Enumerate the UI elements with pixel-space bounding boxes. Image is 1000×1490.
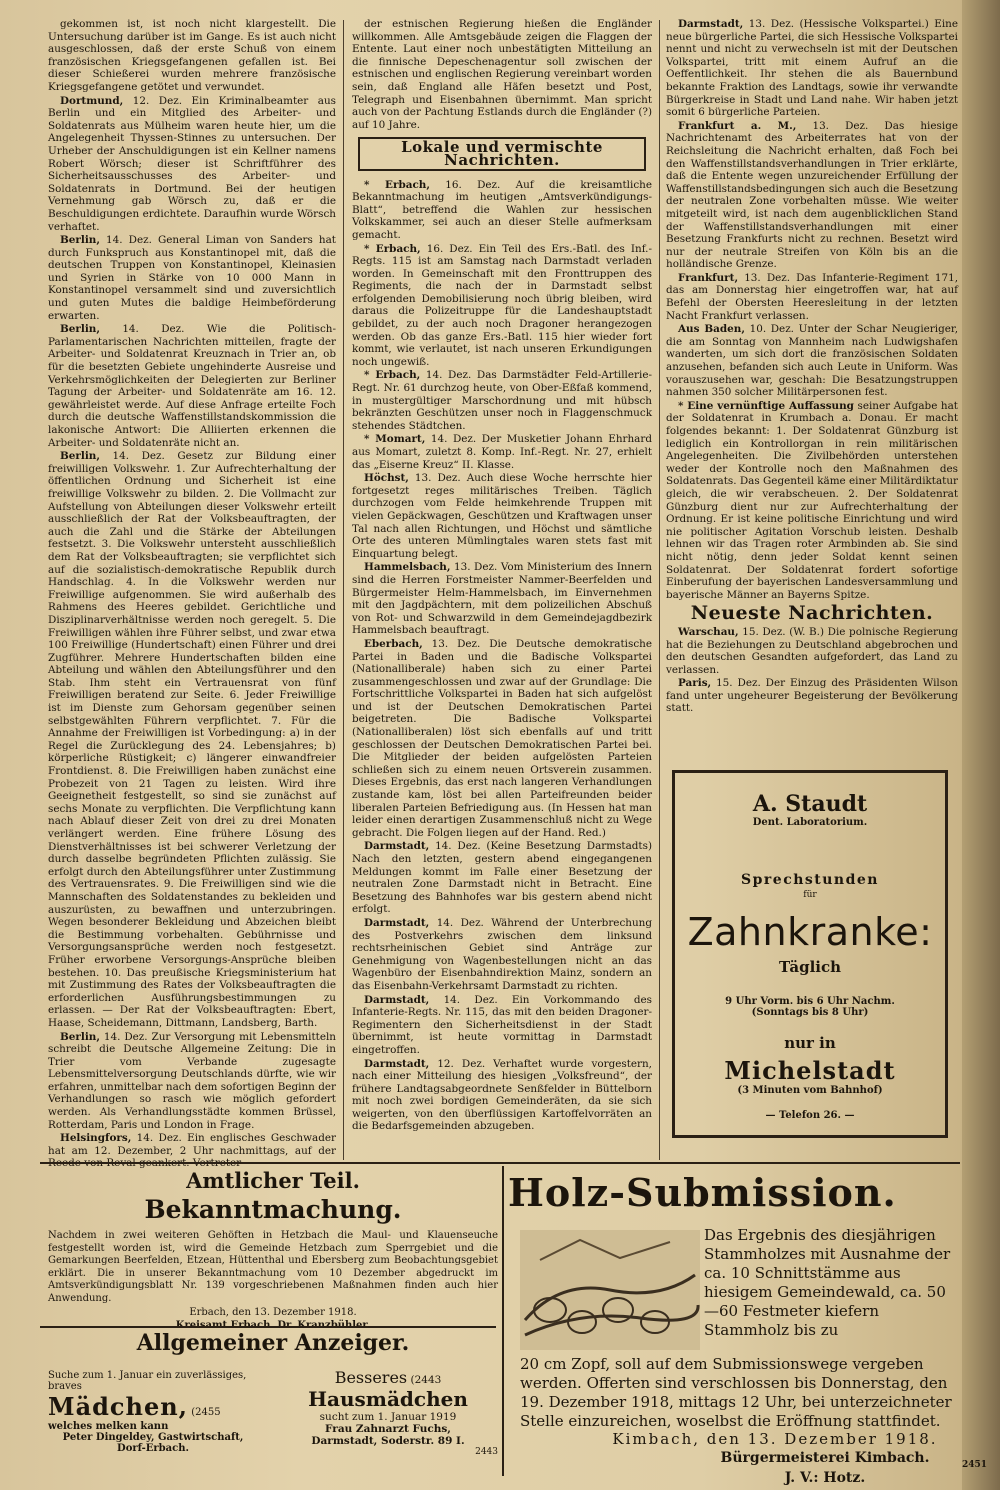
article-dateline: Höchst,: [364, 472, 409, 485]
ad-line: Besseres: [334, 1368, 408, 1387]
article-paragraph: [352, 472, 652, 560]
ad-line: Frau Zahnarzt Fuchs,: [325, 1423, 451, 1435]
article-text: 14. Dez. Ein Vorkommando des Infanterie-Regts. Nr. 115, das mit den beiden Dragoner-Regimentern den Sicherheitsdienst in der Stadt übernimmt, ist heute vormittag in Darmstadt eingetroffen.: [352, 993, 652, 1056]
ad-daily: Täglich: [778, 958, 842, 976]
column-2: [352, 18, 652, 1160]
classified-ad-maid: [48, 1370, 258, 1454]
column-divider: [343, 20, 344, 1160]
edge-number: 2451: [962, 1460, 988, 1470]
ad-headline: Mädchen,: [48, 1392, 189, 1421]
article-dateline: * Eine vernünftige Auffassung: [678, 399, 854, 412]
article-text: 13. Dez. Das Infanterie-Regiment 171, das am Donnerstag hier eingetroffen war, hat auf Befehl der Obersten Heeresleitung in der letzten Nacht Frankfurt verlassen.: [666, 271, 958, 322]
ad-number: (2443: [410, 1374, 442, 1386]
article-paragraph: [48, 95, 336, 234]
article-text: 15. Dez. (W. B.) Die polnische Regierung hat die Beziehungen zu Deutschland abgebrochen und den deutschen Gesandten aufgefordert, das Land zu verlassen.: [666, 625, 958, 676]
dentist-advertisement: [672, 770, 948, 1138]
article-paragraph: [352, 179, 652, 242]
official-notice: [48, 1168, 498, 1324]
ad-headline: Hausmädchen: [308, 1387, 468, 1411]
article-text: 14. Dez. Ein englisches Geschwader hat am 12. Dezember, 2 Uhr nachmittags, auf der: [48, 1132, 336, 1157]
article-dateline: * Erbach,: [364, 369, 421, 382]
ad-headline: Zahnkranke:: [687, 910, 933, 954]
article-paragraph: [666, 400, 958, 602]
column-1: [48, 18, 336, 1160]
article-text: 13. Dez. Auch diese Woche herrschte hier fortgesetzt reges militärisches Treiben. Täglich durchzogen vom Felde heimkehrende Truppen mit vielen Gepäckwagen, Geschützen und Kraftwagen unser Tal nach allen Richtungen, und Höchst und sämtliche Orte des unteren Mümlingtales waren stets fast mit Einquartung belegt.: [352, 472, 652, 560]
article-dateline: Frankfurt a. M.,: [678, 119, 797, 132]
section-heading-lokale: Lokale und vermischte Nachrichten.: [358, 137, 646, 170]
notice-body: Nachdem in zwei weiteren Gehöften in Hetzbach die Maul- und Klauenseuche festgestellt worden ist, wird die Gemeinde Hetzbach zum Sperrgebiet und die Gemarkungen Beerfelden, Etzean, Hüttenthal und Ebersberg zum Beobachtungsgebiet erklärt. Die in unserer Bekanntmachung vom 10 Dezember abgedruckt im Amtsverkündigungsblatt Nr. 139 vorgeschriebenen Maßnahmen finden auch hier Anwendung.: [48, 1230, 498, 1304]
auction-signature: Bürgermeisterei Kimbach.: [720, 1450, 930, 1466]
ad-office-hours-title: Sprechstunden: [741, 872, 879, 888]
article-paragraph: [352, 1058, 652, 1134]
article-text: 16. Dez. Auf die kreisamtliche Bekanntmachung im heutigen „Amtsverkündigungs-Blatt“, betreffend die Wahlen zur hessischen Volkskammer, sei auch an dieser Stelle aufmerksam gemacht.: [352, 178, 652, 241]
article-text: gekommen ist, ist noch nicht klargestellt. Die Untersuchung darüber ist im Gange. Es ist auch nicht ausgeschlossen, daß der erste Schuß von einem französischen Kriegsgefangenen gefallen ist. Bei dieser Schießerei wurden mehrere französische Kriegsgefangene getötet und verwundet.: [48, 18, 336, 93]
ad-number: (2455: [191, 1407, 221, 1418]
article-paragraph: [352, 840, 652, 916]
article-paragraph: [352, 561, 652, 637]
article-paragraph: [352, 638, 652, 840]
horizontal-rule: [40, 1162, 960, 1164]
ad-line: welches melken kann: [48, 1421, 169, 1432]
article-text: 13. Dez. Das hiesige Nachrichtenamt des Arbeiterrates hat von der Reichsleitung die Nachricht erhalten, daß Foch bei den Waffenstillstandsverhandlungen in Trier erklärte, daß die Entente wegen unzureichender Erfüllung der Waffenstillstandsbedingungen sich auch die Besetzung der neutralen Zone vorbehalten müsse. Wie weiter mitgeteilt wird, ist nach dem augenblicklichen Stand der Waffenstillstandsverhandlungen mit einer Besetzung Frankfurts nicht zu rechnen. Besetzt wird nur der neutrale Streifen von Köln bis an die holländische Grenze.: [666, 119, 958, 271]
classified-ad-housemaid: [278, 1368, 498, 1457]
ad-only-in: nur in: [784, 1034, 836, 1052]
ad-name: A. Staudt: [752, 791, 868, 817]
article-dateline: Frankfurt,: [678, 271, 739, 284]
ad-subtitle: Dent. Laboratorium.: [752, 817, 868, 828]
article-text: 14. Dez. Der Musketier Johann Ehrhard aus Momart, zuletzt 8. Komp. Inf.-Regt. Nr. 27, erhielt das „Eiserne Kreuz“ II. Klasse.: [352, 433, 652, 471]
article-dateline: Dortmund,: [60, 94, 124, 107]
article-dateline: Darmstadt,: [364, 1057, 430, 1070]
article-text: 13. Dez. Die Deutsche demokratische Partei in Baden und die Badische Volkspartei (Nationalliberale) haben sich zu einer Partei zusammengeschlossen und zwar auf der Grundlage: Die Fortschrittliche Volkspartei in Baden hat sich aufgelöst und ist der Deutschen Demokratischen Partei beigetreten. Die Badische Volkspartei (Nationalliberalen) löst sich ebenfalls auf und tritt geschlossen der Deutschen Demokratischen Partei bei. Die Mitglieder der beiden aufgelösten Parteien schließen sich zu einem neuen Ortsverein zusammen. Dieses Ergebnis, das erst nach langeren Verhandlungen zustande kam, löst bei allen Parteifreunden beider liberalen Parteien Befriedigung aus. (In Hessen hat man leider einen derartigen Zusammenschluß nicht zu Wege gebracht. Die Folgen liegen auf der Hand. Red.): [352, 637, 652, 839]
column-divider: [502, 1166, 504, 1476]
article-paragraph: [48, 323, 336, 449]
article-dateline: Berlin,: [60, 1030, 100, 1043]
article-paragraph: [666, 272, 958, 322]
article-paragraph: [48, 1132, 336, 1170]
horizontal-rule: [40, 1326, 496, 1328]
ad-line: Dorf-Erbach.: [117, 1443, 189, 1454]
article-paragraph: [352, 369, 652, 432]
article-paragraph: [352, 243, 652, 369]
classified-ads: [48, 1330, 498, 1457]
article-text: 15. Dez. Der Einzug des Präsidenten Wilson fand unter ungeheurer Begeisterung der Bevölkerung statt.: [666, 677, 958, 715]
auction-title: Holz-Submission.: [508, 1170, 897, 1215]
ad-hours: 9 Uhr Vorm. bis 6 Uhr Nachm.: [725, 996, 895, 1007]
log-pile-illustration: [520, 1230, 700, 1350]
article-text: 12. Dez. Ein Kriminalbeamter aus Berlin und ein Mitglied des Arbeiter- und Soldatenrats aus Mülheim waren heute hier, um die Angelegenheit Thyssen-Stinnes zu untersuchen. Der Urheber der Anschuldigungen ist ein Kellner namens Robert Wörsch; dieser ist Schriftführer des Sicherheitsausschusses des Arbeiter- und Soldatenrats in Dortmund. Bei der heutigen Vernehmung gab Wörsch zu, daß er die Beschuldigungen erdichtete. Daraufhin wurde Wörsch verhaftet.: [48, 94, 336, 233]
auction-text: Das Ergebnis des diesjährigen Stammholzes mit Ausnahme der ca. 10 Schnittstämme aus hiesigem Gemeindewald, ca. 50—60 Festmeter kiefern Stammholz bis zu: [704, 1226, 951, 1339]
article-text: 14. Dez. General Liman von Sanders hat durch Funkspruch aus Konstantinopel mit, daß die deutschen Truppen von Konstantinopel, Kleinasien und Syrien in Stärke von 10 000 Mann in Konstantinopel versammelt sind und zuversichtlich und guten Mutes die baldige Heimbeförderung erwarten.: [48, 234, 336, 322]
article-dateline: Berlin,: [60, 450, 100, 463]
article-paragraph: [666, 626, 958, 676]
column-divider: [659, 20, 660, 1160]
article-paragraph: [48, 1031, 336, 1132]
article-dateline: Darmstadt,: [364, 916, 430, 929]
page-edge: [962, 0, 1000, 1490]
article-paragraph: [352, 917, 652, 993]
article-text: 12. Dez. Verhaftet wurde vorgestern, nach einer Mitteilung des hiesigen „Volksfreund“, der frühere Landtagsabgeordnete Senßfelder in Büttelborn mit noch zwei bordigen Gemeinderäten, da sie sich weigerten, von den überflüssigen Kartoffelvorräten an die Bedarfsgemeinden abzugeben.: [352, 1057, 652, 1133]
article-text: 13. Dez. Vom Ministerium des Innern sind die Herren Forstmeister Nammer-Beerfelden und Bürgermeister Helm-Hammelsbach, im Einvernehmen mit den Jagdpächtern, mit dem polizeilichen Abschuß von Rot- und Schwarzwild in dem Gemeindejagdbezirk Hammelsbach beauftragt.: [352, 561, 652, 637]
article-text: 14. Dez. (Keine Besetzung Darmstadts) Nach den letzten, gestern abend eingegangenen Meldungen kommt im Falle einer Besetzung der neutralen Zone Darmstadt nicht in Betracht. Eine Besetzung des Bahnhofes war bis gestern abend nicht erfolgt.: [352, 840, 652, 916]
article-text: 14. Dez. Während der Unterbrechung des Postverkehrs zwischen dem linksund rechtsrheinischen Gebiet sind Anträge zur Genehmigung von Wagenbestellungen nicht an das Wagenbüro der Eisenbahndirektion Mainz, sondern an das Eisenbahn-Verkehrsamt Darmstadt zu richten.: [352, 916, 652, 992]
article-dateline: * Erbach,: [364, 242, 421, 255]
ad-line: sucht zum 1. Januar 1919: [319, 1411, 457, 1423]
ad-hours-sunday: (Sonntags bis 8 Uhr): [751, 1007, 869, 1018]
article-dateline: Hammelsbach,: [364, 561, 451, 574]
auction-text-lower: 20 cm Zopf, soll auf dem Submissionswege vergeben werden. Offerten sind verschlossen bis Donnerstag, den 19. Dezember 1918, mittags 12 Uhr, bei unterzeichneter Stelle einzureichen, woselbst die Eröffnung stattfindet.: [520, 1355, 952, 1430]
ad-for: für: [803, 890, 817, 900]
article-dateline: Darmstadt,: [364, 993, 430, 1006]
ad-number: 2443: [475, 1447, 498, 1457]
ad-line: Peter Dingeldey, Gastwirtschaft,: [62, 1432, 244, 1443]
article-dateline: Warschau,: [678, 625, 739, 638]
article-paragraph: [666, 18, 958, 119]
column-3: [666, 18, 958, 758]
article-dateline: * Momart,: [364, 433, 426, 446]
article-dateline: Darmstadt,: [678, 18, 744, 30]
auction-signature-deputy: J. V.: Hotz.: [784, 1470, 866, 1486]
ad-town: Michelstadt: [724, 1056, 896, 1085]
article-text: 14. Dez. Zur Versorgung mit Lebensmitteln schreibt die Deutsche Allgemeine Zeitung: Die in Trier vom Verbande zugesagte Lebensmittelversorgung Deutschlands dürfte, wie wir erfahren, unmittelbar nach dem sofortigen Beginn der Verhandlungen so rasch wie möglich gefordert werden. Als Verhandlungsstädte kommen Brüssel, Rotterdam, Paris und London in Frage.: [48, 1030, 336, 1131]
article-text: der estnischen Regierung hießen die Engländer willkommen. Alle Amtsgebäude zeigen die Flaggen der Entente. Laut einer noch unbestätigten Mitteilung an die finnische Depeschenagentur soll zwischen der estnischen und englischen Regierung vereinbart worden sein, daß England alle Häfen besetzt und Post, Telegraph und Eisenbahnen übernimmt. Man spricht auch von der Pachtung Estlands durch die Engländer (?) auf 10 Jahre.: [352, 18, 652, 131]
ad-telephone: — Telefon 26. —: [765, 1110, 855, 1121]
article-dateline: Berlin,: [60, 323, 100, 336]
article-dateline: Aus Baden,: [678, 323, 745, 336]
article-dateline: Paris,: [678, 677, 712, 690]
notice-title: Bekanntmachung.: [144, 1195, 402, 1224]
article-text: 10. Dez. Unter der Schar Neugieriger, die am Sonntag von Mannheim nach Ludwigshafen wanderten, um sich dort die französischen Soldaten anzusehen, befanden sich auch Leute in Uniform. Was vorauszusehen war, geschah: Die Besatzungstruppen nahmen 350 solcher Militärpersonen fest.: [666, 323, 959, 399]
article-text: 13. Dez. (Hessische Volkspartei.) Eine neue bürgerliche Partei, die sich Hessische Volkspartei nennt und nicht zu verwechseln ist mit der Deutschen Volkspartei, tritt mit einem Aufruf an die Oeffentlichkeit. Ihr stehen die als Bauernbund bekannte Fraktion des Landtags, sowie ihr verwandte Bürgerkreise in Stadt und Land nahe. Wir haben jetzt somit 6 bürgerliche Parteien.: [666, 18, 959, 119]
section-heading-neueste: Neueste Nachrichten.: [690, 602, 934, 625]
article-dateline: * Erbach,: [364, 178, 430, 191]
article-dateline: Helsingfors,: [60, 1132, 132, 1145]
auction-place-date: Kimbach, den 13. Dezember 1918.: [612, 1430, 938, 1448]
ad-line: Suche zum 1. Januar ein zuverlässiges, braves: [48, 1370, 247, 1392]
notice-place-date: Erbach, den 13. Dezember 1918.: [189, 1307, 357, 1318]
article-dateline: Darmstadt,: [364, 840, 430, 853]
ad-line: Darmstadt, Soderstr. 89 I.: [311, 1435, 465, 1447]
article-paragraph: [352, 994, 652, 1057]
article-paragraph: [48, 234, 336, 322]
article-text: 14. Dez. Wie die Politisch-Parlamentarischen Nachrichten mitteilen, fragte der Arbeiter- und Soldatenrat Kreuznach in Trier an, ob für die besetzten Gebiete ungehinderte Ausreise und Verkehrsmöglichkeiten der Delegierten zur Berliner Tagung der Arbeiter- und Soldatenräte am 16. 12. gewährleistet werde. Auf diese Anfrage erteilte Foch durch die deutsche Waffenstillstandskommission die lakonische Antwort: Die Alliierten erkennen die Arbeiter- und Soldatenräte nicht an.: [48, 323, 336, 449]
timber-auction-advertisement: [508, 1170, 958, 1470]
article-dateline: Eberbach,: [364, 637, 423, 650]
article-paragraph: [666, 677, 958, 715]
article-dateline: Berlin,: [60, 234, 100, 247]
article-text: seiner Aufgabe hat der Soldatenrat in Krumbach a. Donau. Er macht folgendes bekannt: 1. Der Soldatenrat Günzburg ist lediglich ein Kontrollorgan in rein militärischen Angelegenheiten. Die Zivilbehörden unterstehen weder der Kontrolle noch den Maßnahmen des Soldatenrats. Das Gegenteil käme einer Militärdiktatur gleich, die wir verabscheuen. 2. Der Soldatenrat Günzburg dient nur zur Aufrechterhaltung der Ordnung. Er ist keine politische Einrichtung und wird nie politischer Agitation Vorschub leisten. Deshalb lehnen wir das Tragen roter Armbinden ab. Sie sind nicht nötig, denn jeder Soldat kennt seinen Soldatenrat. Der Soldatenrat fordert sofortige Einberufung der bayerischen Landesversammlung und bayerische Männer an Bayerns Spitze.: [666, 399, 959, 601]
article-text: 14. Dez. Das Darmstädter Feld-Artillerie-Regt. Nr. 61 durchzog heute, von Ober-Eßfaß kommend, in mustergültiger Marschordnung und mit hübsch bekränzten Geschützen unser noch in Flaggenschmuck stehendes Städtchen.: [352, 369, 652, 432]
article-text: 16. Dez. Ein Teil des Ers.-Batl. des Inf.-Regts. 115 ist am Samstag nach Darmstadt verladen worden. In Gemeinschaft mit den Fronttruppen des Regiments, die nach der in Darmstadt selbst erfolgenden Demobilisierung noch übrig bleiben, wird daraus die Polizeitruppe für die Landeshauptstadt gebildet, zu der auch noch Dragoner herangezogen werden. Ob das ganze Ers.-Batl. 115 hier wieder fort kommt, wie verlautet, ist nach unseren Erkundigungen noch ungewiß.: [352, 242, 652, 368]
ad-distance: (3 Minuten vom Bahnhof): [737, 1085, 883, 1096]
article-paragraph: [352, 433, 652, 471]
classified-title: Allgemeiner Anzeiger.: [136, 1330, 410, 1356]
article-paragraph: [48, 18, 336, 94]
article-text: 14. Dez. Gesetz zur Bildung einer freiwilligen Volkswehr. 1. Zur Aufrechterhaltung der öffentlichen Ordnung und Sicherheit ist eine freiwillige Volkswehr zu bilden. 2. Die Vollmacht zur Aufstellung von Abteilungen dieser Volkswehr erteilt ausschließlich der Rat der Volksbeauftragten, der auch die Zahl und die Stärke der Abteilungen festsetzt. 3. Die Volkswehr untersteht ausschließlich dem Rat der Volksbeauftragten; sie verpflichtet sich auf die sozialistisch-demokratische Republik durch Handschlag. 4. In die Volkswehr werden nur Freiwillige aufgenommen. Sie wird außerhalb des Rahmens des Heeres gebildet. Gerichtliche und Disziplinarverhältnisse werden noch geregelt. 5. Die Freiwilligen wählen ihre Führer selbst, und zwar etwa 100 Freiwillige (Hundertschaft) einen Führer und drei Zugführer. Mehrere Hundertschaften bilden eine Abteilung und wählen den Abteilungsführer und den Stab. Ihm steht ein Vertrauensrat von fünf Freiwilligen beratend zur Seite. 6. Jeder Freiwillige ist im Dienste zum Gehorsam gegenüber seinen selbstgewählten Führern verpflichtet. 7. Für die Annahme der Freiwilligen ist Vorbedingung: a) in der Regel die Zurücklegung des 24. Lebensjahres; b) körperliche Rüstigkeit; c) längerer einwandfreier Frontdienst. 8. Die Freiwilligen haben zunächst eine Probezeit von 21 Tagen zu leisten. Wird ihre Geeignetheit festgestellt, so sind sie zunächst auf sechs Monate zu verpflichten. Die Verpflichtung kann nach Ablauf dieser Zeit von drei zu drei Monaten verlängert werden. Eine frühere Lösung des Dienstverhältnisses ist bei schwerer Verletzung der durch dasselbe begründeten Pflichten zulässig. Sie erfolgt durch den Abteilungsführer unter Zustimmung des Vertrauensrates. 9. Die Freiwilligen sind wie die Mannschaften des Soldatenstandes zu bekleiden und auszurüsten, zu bewaffnen und unterzubringen. Wegen besonderer Bekleidung und Abzeichen bleibt die Bestimmung vorbehalten. Gebührnisse und Versorgungsansprüche werden noch festgesetzt. Früher erworbene Versorgungs-Ansprüche bleiben bestehen. 10. Das preußische Kriegsministerium hat mit Zustimmung des Rates der Volksbeauftragten die erforderlichen Ausführungsbestimmungen zu erlassen. — Der Rat der Volksbeauftragten: Ebert, Haase, Scheidemann, Dittmann, Landsberg, Barth.: [48, 450, 336, 1029]
article-paragraph: [666, 323, 958, 399]
official-section-title: Amtlicher Teil.: [186, 1168, 360, 1193]
article-paragraph: [666, 120, 958, 271]
article-paragraph: [48, 450, 336, 1029]
